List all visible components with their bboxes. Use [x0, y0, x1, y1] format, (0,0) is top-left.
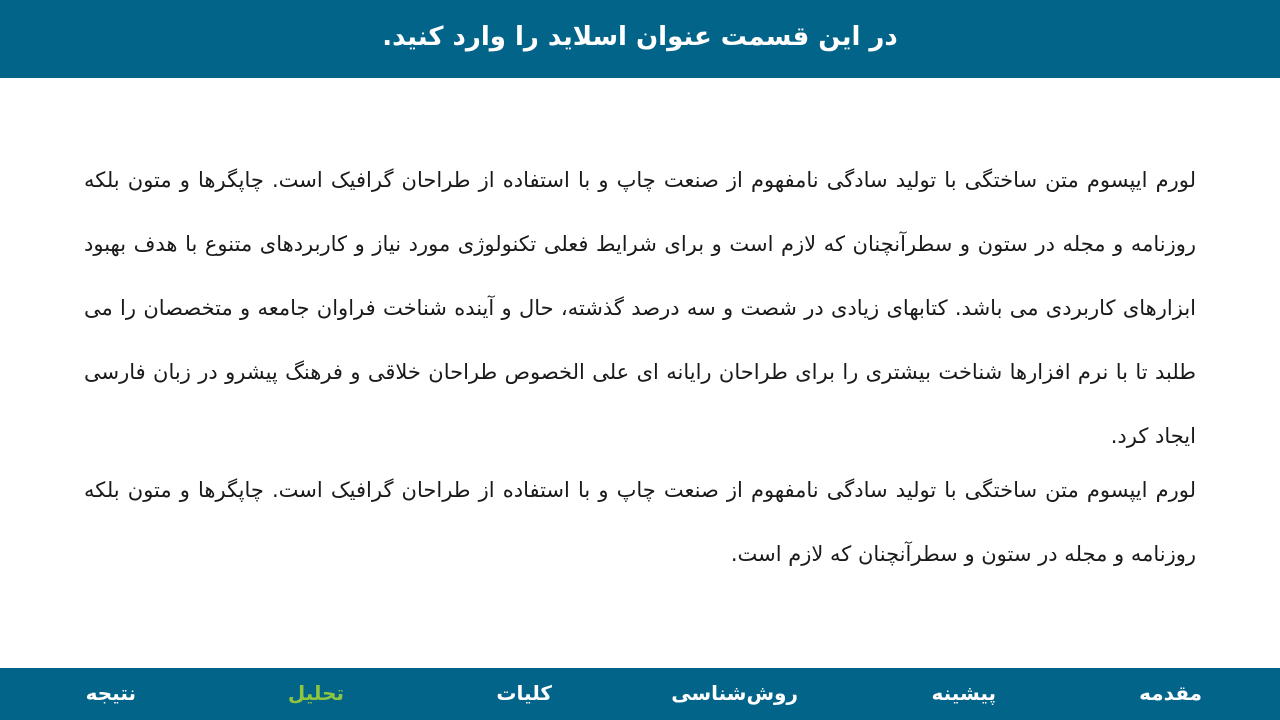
header-bar — [0, 0, 1280, 78]
slide-body — [84, 148, 1196, 586]
body-paragraph-2: لورم ایپسوم متن ساختگی با تولید سادگی نامفهوم از صنعت چاپ و با استفاده از طراحان گرافیک است. چاپگرها و متون بلکه روزنامه و مجله در ستون و سطرآنچنان که لازم است. — [84, 478, 1196, 566]
body-paragraph-1: لورم ایپسوم متن ساختگی با تولید سادگی نامفهوم از صنعت چاپ و با استفاده از طراحان گرافیک است. چاپگرها و متون بلکه روزنامه و مجله در ستون و سطرآنچنان که لازم است و برای شرایط فعلی تکنولوژی مورد نیاز و کاربردهای متنوع با هدف بهبود ابزارهای کاربردی می باشد. کتابهای زیادی در شصت و سه درصد گذشته، حال و آینده شناخت فراوان جامعه و متخصصان را می طلبد تا با نرم افزارها شناخت بیشتری را برای طراحان رایانه ای علی الخصوص طراحان خلاقی و فرهنگ پیشرو در زبان فارسی ایجاد کرد. — [84, 168, 1196, 448]
nav-item-analysis[interactable]: تحلیل — [287, 681, 344, 705]
nav-item-conclusion[interactable]: نتیجه — [85, 681, 136, 705]
bottom-navigation — [0, 668, 1280, 720]
slide-title: در این قسمت عنوان اسلاید را وارد کنید. — [382, 22, 898, 52]
nav-item-background[interactable]: پیشینه — [931, 681, 996, 705]
nav-item-methodology[interactable]: روش‌شناسی — [671, 681, 798, 705]
nav-item-introduction[interactable]: مقدمه — [1139, 681, 1202, 705]
nav-item-generalities[interactable]: کلیات — [496, 681, 552, 705]
